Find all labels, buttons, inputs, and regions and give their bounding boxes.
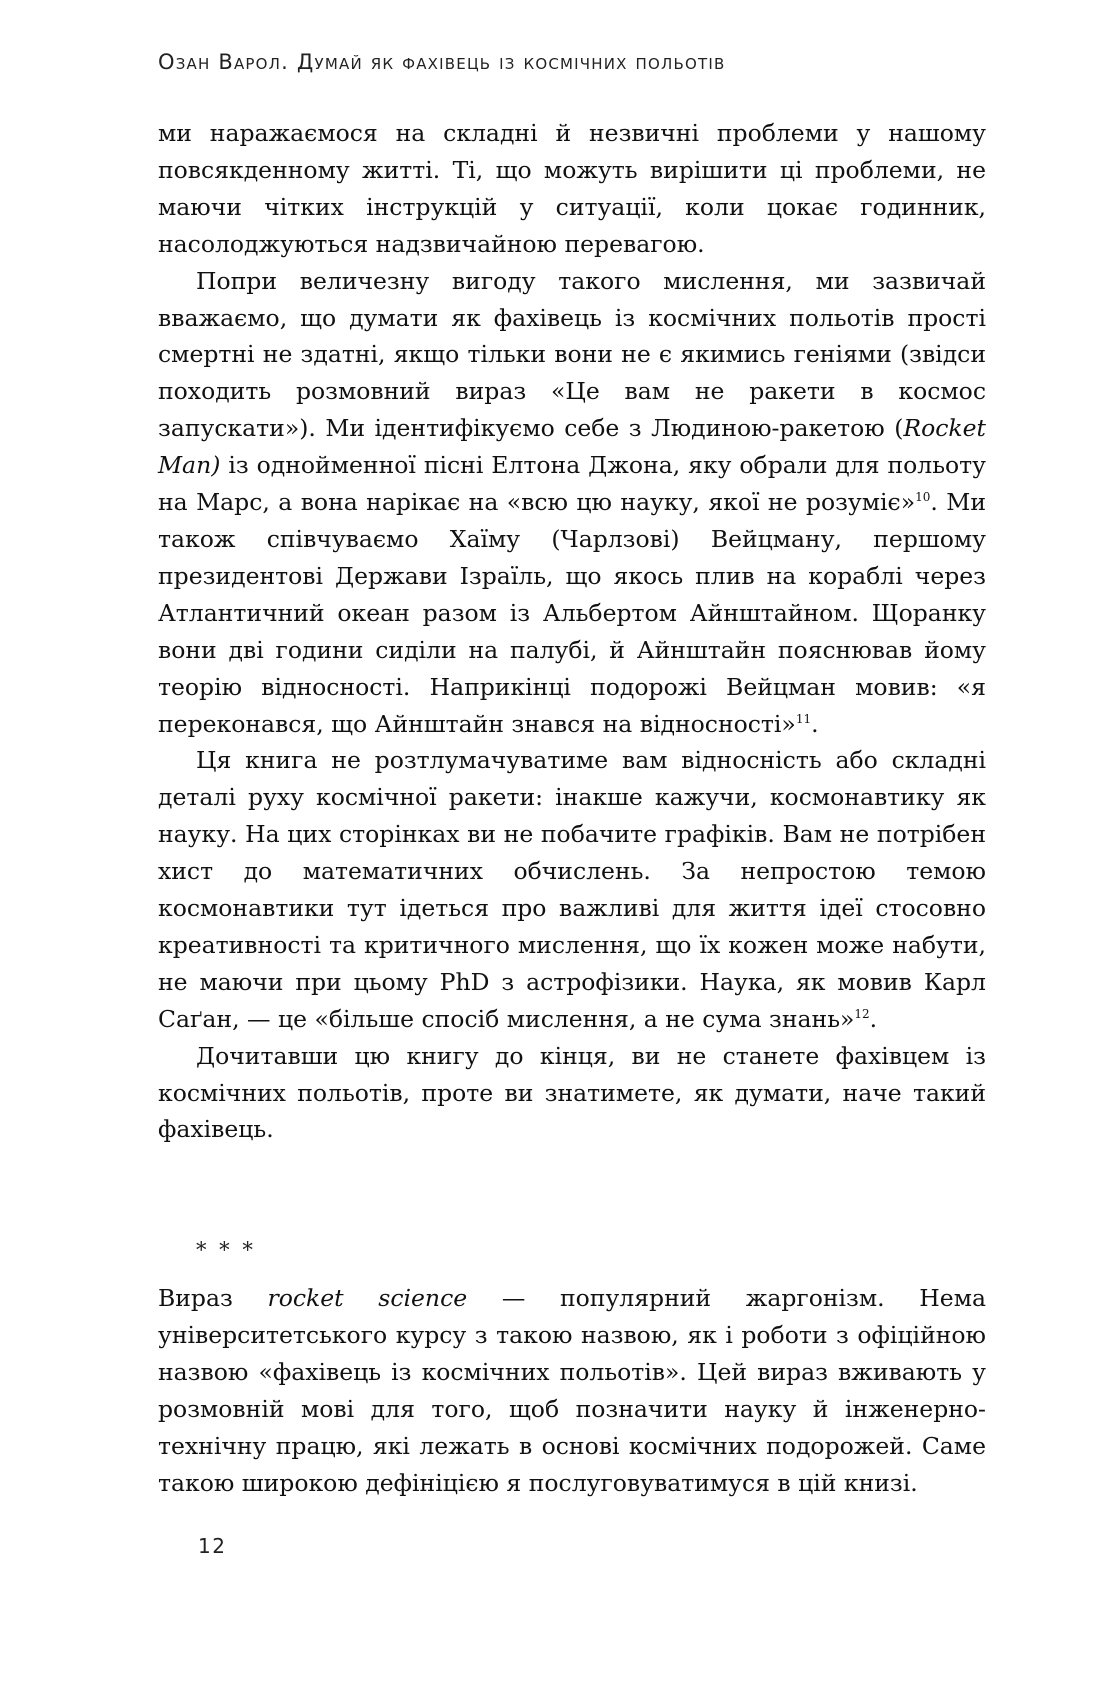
paragraph-rocket-science: [158, 1280, 986, 1501]
song-title-italic: Rocket Man): [158, 414, 986, 480]
text-run: . Ми також співчуваємо Хаїму (Чарлзові) Вейцману, першому президентові Держави Ізраїль, що якось плив на кораблі через Атлантичний океан разом із Альбертом Айнштайном. Щоранку вони дві години сиділи на палубі, й Айнштайн пояснював йому теорію відносності. Наприкінці подорожі Вейцман мовив: «я переконався, що Айнштайн знався на відносності»: [158, 488, 986, 738]
section-break: * * *: [196, 1238, 256, 1262]
footnote-ref-11: 11: [795, 711, 812, 726]
paragraph-conclusion: Дочитавши цю книгу до кінця, ви не станете фахівцем із космічних польотів, проте ви знатимете, як думати, наче такий фахівець.: [158, 1041, 986, 1144]
text-run: .: [869, 1004, 878, 1033]
text-run: Вираз: [158, 1284, 268, 1312]
footnote-ref-12: 12: [854, 1006, 870, 1021]
text-run: — популярний жаргонізм. Нема університетського курсу з такою назвою, як і роботи з офіційною назвою «фахівець із космічних польотів». Цей вираз вживають у розмовній мові для того, щоб позначити науку й інженерно-технічну працю, які лежать в основі космічних подорожей. Саме такою широкою дефініцією я послуговуватимуся в цій книзі.: [158, 1284, 986, 1497]
footnote-ref-10: 10: [915, 490, 931, 505]
main-text: [158, 115, 986, 1148]
text-run: із однойменної пісні Елтона Джона, яку обрали для польоту на Марс, а вона нарікає на «всю цю науку, якої не розуміє»: [158, 451, 986, 517]
text-run: Ця книга не розтлумачуватиме вам відносність або складні деталі руху космічної ракети: інакше кажучи, космонавтику як науку. На цих сторінках ви не побачите графіків. Вам не потрібен хист до математичних обчислень. За непростою темою космонавтики тут ідеться про важливі для життя ідеї стосовно креативності та критичного мислення, що їх кожен може набути, не маючи при цьому PhD з астрофізики. Наука, як мовив Карл Саґан, — це «більше спосіб мислення, а не сума знань»: [158, 746, 986, 1033]
page-number: 12: [198, 1534, 227, 1558]
paragraph-continued: ми наражаємося на складні й незвичні проблеми у нашому повсякденному житті. Ті, що можуть вирішити ці проблеми, не маючи чітких інструкцій у ситуації, коли цокає годинник, насолоджуються надзвичайною перевагою.: [158, 119, 986, 258]
term-italic: rocket science: [267, 1284, 468, 1312]
paragraph-rocket-man: [158, 263, 986, 743]
running-head: Озан Варол. Думай як фахівець із космічних польотів: [158, 50, 726, 74]
text-run: .: [811, 709, 819, 738]
section-text: [158, 1280, 986, 1501]
paragraph-book-scope: [158, 742, 986, 1037]
text-run: Попри величезну вигоду такого мислення, ми зазвичай вважаємо, що думати як фахівець із космічних польотів прості смертні не здатні, якщо тільки вони не є якимись геніями (звідси походить розмовний вираз «Це вам не ракети в космос запускати»). Ми ідентифікуємо себе з Людиною-ракетою (: [158, 266, 986, 443]
